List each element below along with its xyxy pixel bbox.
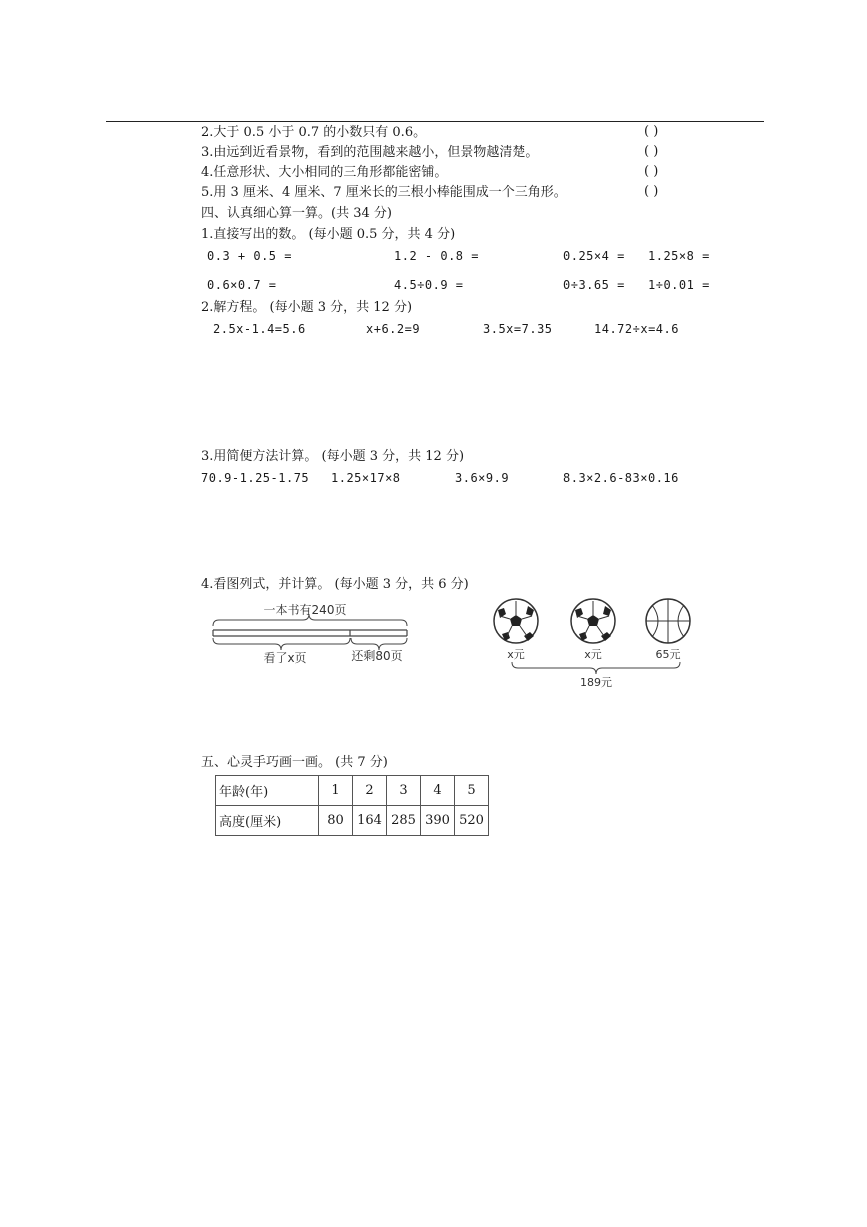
judge-item-4: 4.任意形状、大小相同的三角形都能密铺。 [201, 165, 448, 180]
table-age-3: 3 [387, 776, 421, 806]
table-height-1: 80 [319, 806, 353, 836]
q1-r1-c1: 0.3 + 0.5 = [207, 249, 292, 263]
soccer-ball-icon-2 [571, 599, 615, 643]
q1-r1-c4: 1.25×8 = [648, 249, 710, 263]
table-age-2: 2 [353, 776, 387, 806]
q3-expr3: 3.6×9.9 [455, 471, 510, 485]
judge-item-3: 3.由远到近看景物，看到的范围越来越小，但景物越清楚。 [201, 145, 539, 160]
table-age-4: 4 [421, 776, 455, 806]
q1-r2-c4: 1÷0.01 = [648, 278, 710, 292]
table-age-header: 年龄(年) [216, 776, 319, 806]
basketball-icon [646, 599, 690, 643]
balls-sum-label: 189元 [580, 676, 612, 688]
book-diagram [205, 600, 420, 670]
book-left-label: 还剩80页 [351, 649, 403, 663]
q1-r1-c2: 1.2 - 0.8 = [394, 249, 479, 263]
judge-item-2: 2.大于 0.5 小于 0.7 的小数只有 0.6。 [201, 125, 427, 140]
table-height-header: 高度(厘米) [216, 806, 319, 836]
table-height-5: 520 [455, 806, 489, 836]
book-total-label: 一本书有240页 [263, 603, 347, 617]
soccer-ball-icon-1 [494, 599, 538, 643]
book-read-label: 看了x页 [263, 651, 307, 665]
growth-table [215, 775, 489, 836]
q3-title: 3.用简便方法计算。 (每小题 3 分，共 12 分) [201, 449, 465, 464]
q2-eq1: 2.5x-1.4=5.6 [213, 322, 306, 336]
ball2-price-label: x元 [584, 648, 602, 661]
q1-r2-c2: 4.5÷0.9 = [394, 278, 464, 292]
judge-answer-5[interactable]: ( ) [644, 184, 659, 199]
q2-eq3: 3.5x=7.35 [483, 322, 553, 336]
q1-r2-c1: 0.6×0.7 = [207, 278, 277, 292]
table-height-4: 390 [421, 806, 455, 836]
section4-title: 四、认真细心算一算。(共 34 分) [201, 206, 392, 221]
q1-title: 1.直接写出的数。 (每小题 0.5 分，共 4 分) [201, 227, 456, 242]
q1-r2-c3: 0÷3.65 = [563, 278, 625, 292]
q3-expr2: 1.25×17×8 [331, 471, 401, 485]
q3-expr4: 8.3×2.6-83×0.16 [563, 471, 679, 485]
q2-eq2: x+6.2=9 [366, 322, 421, 336]
ball1-price-label: x元 [507, 648, 525, 661]
table-height-2: 164 [353, 806, 387, 836]
judge-answer-2[interactable]: ( ) [644, 124, 659, 139]
q4-title: 4.看图列式，并计算。 (每小题 3 分，共 6 分) [201, 577, 469, 592]
judge-answer-3[interactable]: ( ) [644, 144, 659, 159]
table-age-5: 5 [455, 776, 489, 806]
table-height-3: 285 [387, 806, 421, 836]
q3-expr1: 70.9-1.25-1.75 [201, 471, 310, 485]
judge-item-5: 5.用 3 厘米、4 厘米、7 厘米长的三根小棒能围成一个三角形。 [201, 185, 567, 200]
table-row-age [216, 776, 489, 806]
table-age-1: 1 [319, 776, 353, 806]
table-row-height [216, 806, 489, 836]
q1-r1-c3: 0.25×4 = [563, 249, 625, 263]
top-rule [106, 121, 764, 122]
judge-answer-4[interactable]: ( ) [644, 164, 659, 179]
q2-eq4: 14.72÷x=4.6 [594, 322, 679, 336]
balls-diagram [490, 596, 700, 688]
q2-title: 2.解方程。 (每小题 3 分，共 12 分) [201, 300, 413, 315]
section5-title: 五、心灵手巧画一画。 (共 7 分) [201, 755, 388, 770]
ball3-price-label: 65元 [655, 648, 681, 661]
